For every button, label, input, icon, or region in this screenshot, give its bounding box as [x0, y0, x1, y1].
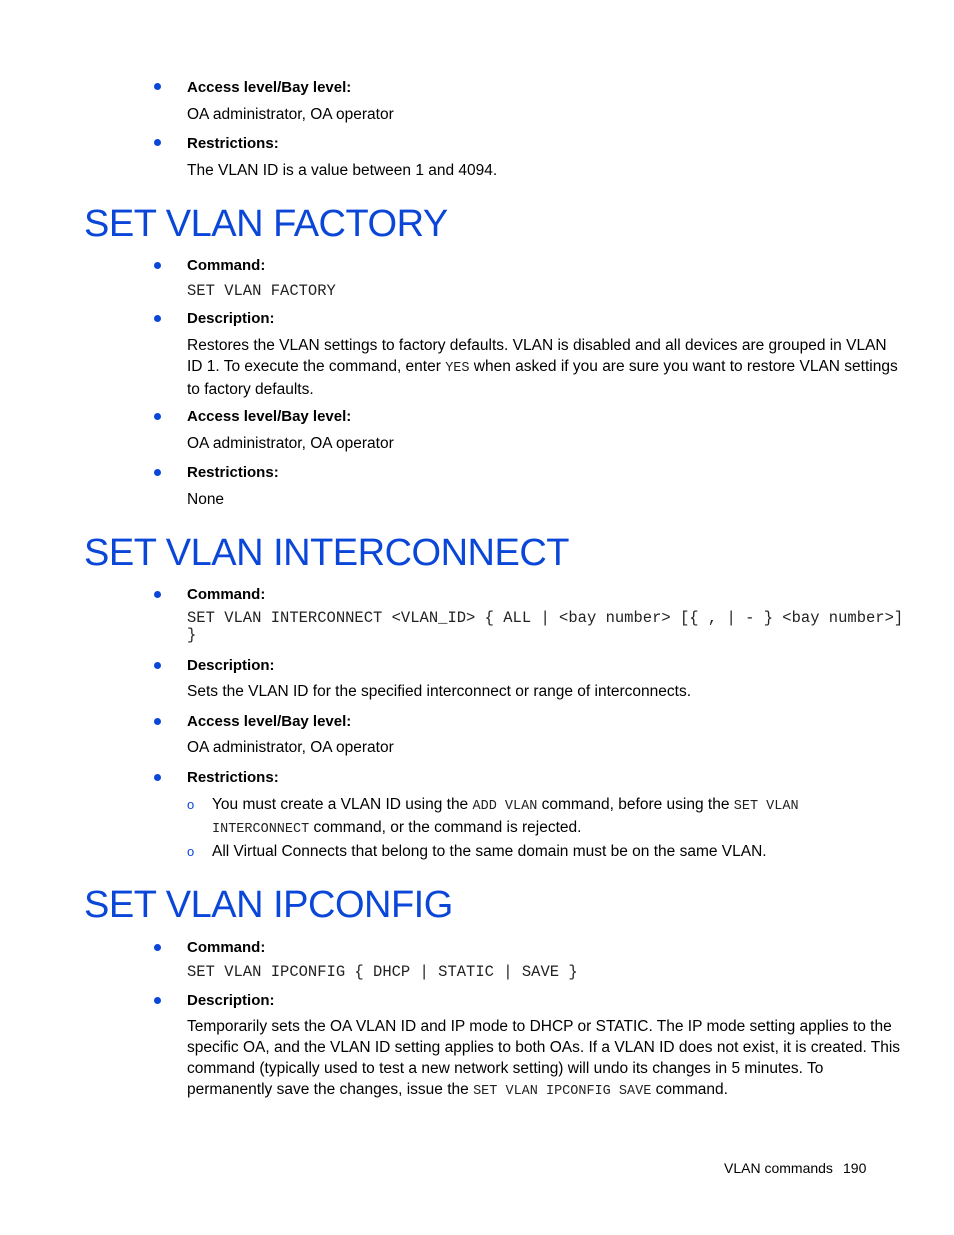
bullet [154, 718, 161, 725]
description-line [187, 356, 898, 379]
description-label: Description: [187, 657, 275, 674]
command-syntax: SET VLAN FACTORY [187, 282, 336, 300]
description-line [187, 1079, 877, 1102]
bullet [154, 662, 161, 669]
text-fragment: permanently save the changes, issue the [187, 1081, 474, 1098]
section-title-interconnect: SET VLAN INTERCONNECT [84, 532, 569, 574]
restriction-line [212, 817, 862, 840]
restriction-line [212, 794, 862, 817]
restrictions-label: Restrictions: [187, 464, 279, 481]
inline-code: INTERCONNECT [212, 822, 310, 837]
section-title-factory: SET VLAN FACTORY [84, 203, 448, 245]
restrictions-label: Restrictions: [187, 769, 279, 786]
bullet [154, 139, 161, 146]
access-level-label: Access level/Bay level: [187, 713, 352, 730]
text-fragment: ID 1. To execute the command, enter [187, 358, 446, 375]
access-level-label: Access level/Bay level: [187, 79, 352, 96]
restriction-item: All Virtual Connects that belong to the same domain must be on the same VLAN. [212, 843, 767, 860]
command-line: } [187, 626, 197, 644]
access-level-value: OA administrator, OA operator [187, 106, 394, 123]
bullet [154, 944, 161, 951]
text-fragment: command, before using the [537, 796, 734, 813]
command-line: SET VLAN INTERCONNECT <VLAN_ID> { ALL | <bay number> [{ , | - } <bay number>] [187, 609, 904, 627]
inline-code: YES [445, 361, 470, 376]
description-label: Description: [187, 310, 275, 327]
bullet [154, 469, 161, 476]
description-text: Sets the VLAN ID for the specified interconnect or range of interconnects. [187, 683, 692, 700]
access-level-label: Access level/Bay level: [187, 408, 352, 425]
text-fragment: You must create a VLAN ID using the [212, 796, 473, 813]
description-line: command (typically used to test a new network setting) will undo its changes in 5 minutes. To [187, 1060, 824, 1077]
inline-code: ADD VLAN [472, 799, 538, 814]
text-fragment: command, or the command is rejected. [309, 819, 582, 836]
command-label: Command: [187, 586, 266, 603]
footer-page-number: 190 [843, 1160, 867, 1176]
restriction-item [212, 794, 862, 840]
bullet [154, 774, 161, 781]
description-label: Description: [187, 992, 275, 1009]
bullet [154, 997, 161, 1004]
restrictions-label: Restrictions: [187, 135, 279, 152]
description-line: specific OA, and the VLAN ID setting applies to both OAs. If a VLAN ID does not exist, it is created. This [187, 1039, 901, 1056]
footer-section-name: VLAN commands [724, 1160, 833, 1176]
section-title-ipconfig: SET VLAN IPCONFIG [84, 884, 453, 926]
bullet [154, 315, 161, 322]
description-line: Temporarily sets the OA VLAN ID and IP mode to DHCP or STATIC. The IP mode setting applies to the [187, 1018, 892, 1035]
command-syntax [187, 610, 903, 644]
bullet [154, 591, 161, 598]
text-fragment: when asked if you are sure you want to restore VLAN settings [469, 358, 898, 375]
description-line: to factory defaults. [187, 381, 314, 398]
sub-bullet: o [187, 844, 195, 859]
restrictions-value: The VLAN ID is a value between 1 and 4094. [187, 162, 498, 179]
restrictions-value: None [187, 491, 225, 508]
bullet [154, 262, 161, 269]
description-line: Restores the VLAN settings to factory defaults. VLAN is disabled and all devices are grouped in VLAN [187, 337, 887, 354]
inline-code: SET VLAN IPCONFIG SAVE [473, 1084, 652, 1099]
sub-bullet: o [187, 797, 195, 812]
access-level-value: OA administrator, OA operator [187, 739, 394, 756]
inline-code: SET VLAN [733, 799, 799, 814]
description-text [187, 335, 898, 400]
command-syntax: SET VLAN IPCONFIG { DHCP | STATIC | SAVE } [187, 963, 578, 981]
bullet [154, 83, 161, 90]
text-fragment: command. [651, 1081, 728, 1098]
command-label: Command: [187, 939, 266, 956]
bullet [154, 413, 161, 420]
description-text [187, 1016, 901, 1102]
access-level-value: OA administrator, OA operator [187, 435, 394, 452]
command-label: Command: [187, 257, 266, 274]
